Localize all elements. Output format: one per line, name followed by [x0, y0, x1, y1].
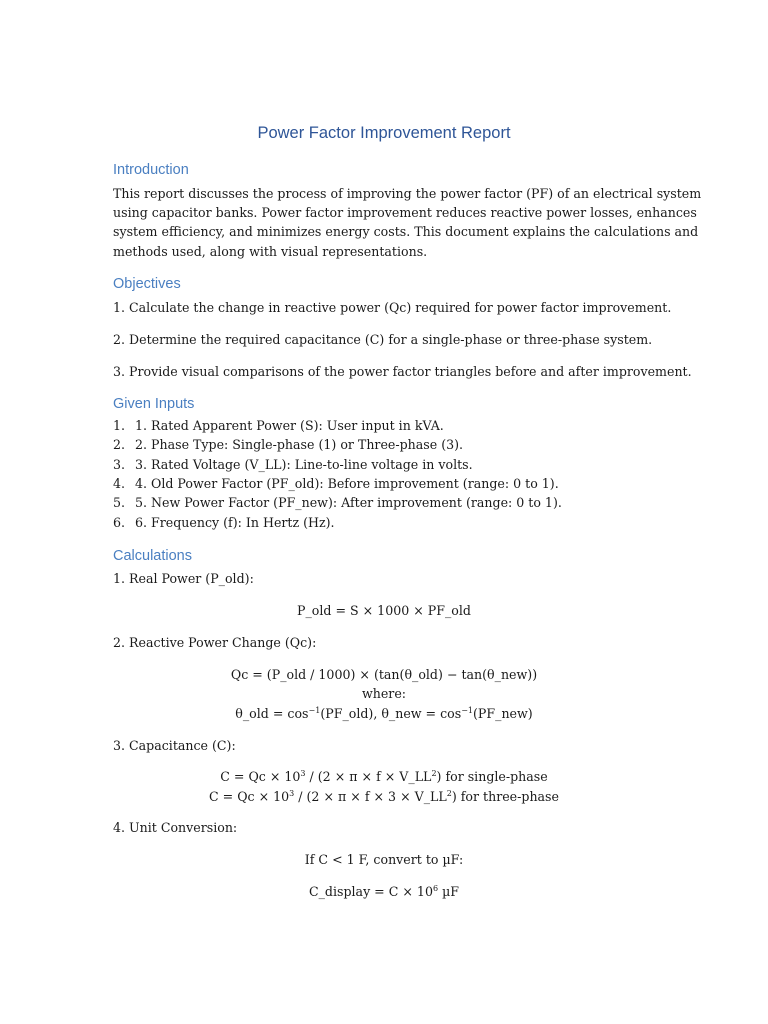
capacitance-three-phase-formula [0, 789, 768, 804]
objective-item: 3. Provide visual comparisons of the power factor triangles before and after improvement. [113, 364, 692, 379]
introduction-line: This report discusses the process of improving the power factor (PF) of an electrical system [113, 186, 702, 201]
theta-new-arg: (PF_new) [473, 706, 533, 721]
list-number: 4. [113, 476, 126, 491]
theta-old-text: θ_old = cos [235, 706, 309, 721]
capacitance-single-phase-formula [0, 769, 768, 784]
input-list-item: 2. Phase Type: Single-phase (1) or Three-phase (3). [135, 437, 464, 452]
input-list-item: 1. Rated Apparent Power (S): User input in kVA. [135, 418, 444, 433]
formula-part: C = Qc × 10 [220, 769, 301, 784]
exponent-superscript: 3 [289, 789, 295, 798]
formula-part: µF [438, 884, 459, 899]
input-list-item: 4. Old Power Factor (PF_old): Before improvement (range: 0 to 1). [135, 476, 559, 491]
formula-part: ) for three-phase [451, 789, 559, 804]
introduction-line: system efficiency, and minimizes energy costs. This document explains the calculations and [113, 224, 699, 239]
report-title: Power Factor Improvement Report [257, 124, 511, 142]
list-number: 1. [113, 418, 126, 433]
unit-conversion-condition: If C < 1 F, convert to µF: [304, 852, 464, 867]
list-number: 2. [113, 437, 126, 452]
inverse-superscript: −1 [461, 706, 474, 715]
theta-definition [0, 706, 768, 721]
step-label: 3. Capacitance (C): [113, 738, 236, 753]
formula-part: / (2 × π × f × V_LL [305, 769, 432, 784]
input-list-item: 3. Rated Voltage (V_LL): Line-to-line voltage in volts. [135, 457, 473, 472]
step-label: 2. Reactive Power Change (Qc): [113, 635, 317, 650]
inverse-superscript: −1 [308, 706, 321, 715]
unit-conversion-formula [0, 884, 768, 899]
formula-part: C = Qc × 10 [209, 789, 290, 804]
exponent-superscript: 2 [431, 769, 437, 778]
objective-item: 1. Calculate the change in reactive power (Qc) required for power factor improvement. [113, 300, 672, 315]
theta-old-arg: (PF_old), θ_new = cos [320, 706, 462, 721]
introduction-line: methods used, along with visual representations. [113, 244, 428, 259]
calculations-heading: Calculations [113, 548, 192, 564]
exponent-superscript: 2 [446, 789, 452, 798]
step-label: 1. Real Power (P_old): [113, 571, 254, 586]
objectives-heading: Objectives [113, 276, 181, 292]
formula-part: ) for single-phase [436, 769, 548, 784]
introduction-heading: Introduction [113, 162, 189, 178]
step-label: 4. Unit Conversion: [113, 820, 238, 835]
formula-part: / (2 × π × f × 3 × V_LL [294, 789, 447, 804]
list-number: 6. [113, 515, 126, 530]
exponent-superscript: 3 [300, 769, 306, 778]
input-list-item: 5. New Power Factor (PF_new): After improvement (range: 0 to 1). [135, 495, 562, 510]
reactive-power-formula: Qc = (P_old / 1000) × (tan(θ_old) − tan(θ_new)) [230, 667, 538, 682]
where-label: where: [361, 686, 407, 701]
real-power-formula: P_old = S × 1000 × PF_old [297, 603, 471, 618]
given-inputs-heading: Given Inputs [113, 396, 195, 412]
list-number: 5. [113, 495, 126, 510]
exponent-superscript: 6 [432, 884, 439, 893]
formula-part: C_display = C × 10 [308, 884, 433, 899]
introduction-line: using capacitor banks. Power factor improvement reduces reactive power losses, enhances [113, 205, 697, 220]
list-number: 3. [113, 457, 126, 472]
input-list-item: 6. Frequency (f): In Hertz (Hz). [135, 515, 335, 530]
objective-item: 2. Determine the required capacitance (C) for a single-phase or three-phase system. [113, 332, 653, 347]
